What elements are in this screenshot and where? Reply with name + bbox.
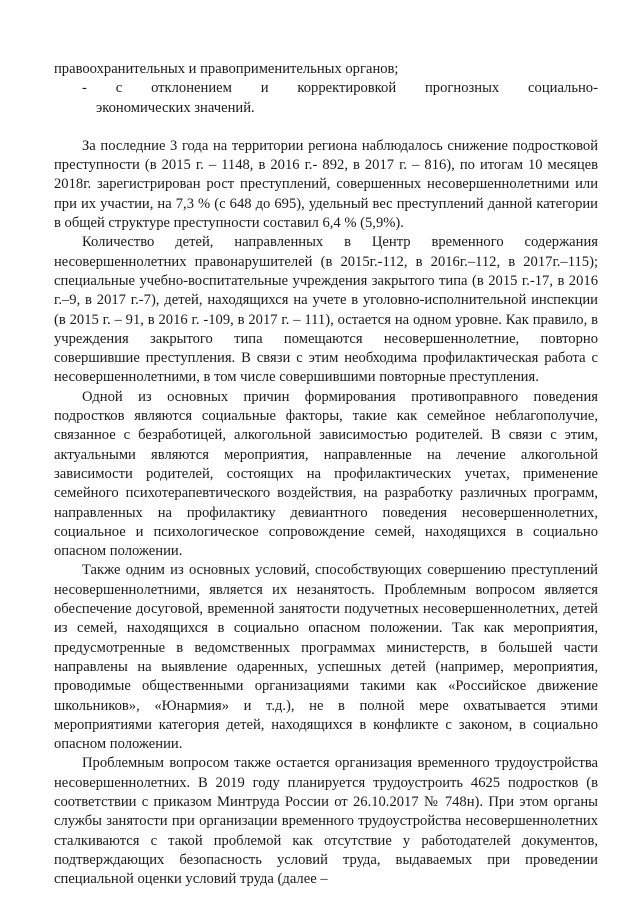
paragraph-gap (54, 118, 598, 137)
dash-word: социально- (528, 80, 598, 97)
paragraph-temporary-employment: Проблемным вопросом также остается организация временного трудоустройства несовершеннолетних. В 2019 году планируется трудоустроить 4625 подростков (в соответствии с приказом Минтруда России от 26.10.2017 № 748н). При этом органы службы занятости при организации временного трудоустройства несовершеннолетних сталкиваются с такой проблемой как отсутствие у работодателей документов, подтверждающих безопасность условий труда, выдаваемых при проведении специальной оценки условий труда (далее – (54, 755, 598, 888)
top-fragment-line: правоохранительных и правоприменительных органов; (54, 61, 399, 77)
dash-word: отклонением (151, 80, 232, 97)
dash-word: корректировкой (297, 80, 397, 97)
paragraph-crime-statistics: За последние 3 года на территории региона наблюдалось снижение подростковой преступности (в 2015 г. – 1148, в 2016 г.- 892, в 2017 г. – 816), по итогам 10 месяцев 2018г. зарегистрирован рост преступлений, совершенных несовершеннолетними или при их участии, на 7,3 % (с 648 до 695), удельный вес преступлений данной категории в общей структуре преступности составил 6,4 % (5,9%). (54, 137, 598, 232)
dash-list-item-first-line (82, 79, 598, 98)
dash-word: и (260, 80, 269, 97)
dash-word: с (115, 80, 123, 97)
paragraph-social-factors: Одной из основных причин формирования противоправного поведения подростков являются социальные факторы, такие как семейное неблагополучие, связанное с безработицей, алкогольной зависимостью родителей. В связи с этим, актуальными являются мероприятия, направленные на лечение алкогольной зависимости родителей, состоящих на профилактических учетах, применение семейного психотерапевтического воздействия, на разработку различных программ, направленных на профилактику девиантного поведения несовершеннолетних, социальное и психологическое сопровождение семей, находящихся в социально опасном положении. (54, 388, 598, 560)
dash-marker: - (82, 80, 87, 97)
paragraph-employment-leisure: Также одним из основных условий, способствующих совершению преступлений несовершеннолетними, является их незанятость. Проблемным вопросом является обеспечение досуговой, временной занятости подучетных несовершеннолетних, детей из семей, находящихся в социально опасном положении. Так как мероприятия, предусмотренные в ведомственных программах министерств, в большей части направлены на выявление одаренных, успешных детей (например, мероприятия, проводимые общественными организациями такими как «Российское движение школьников», «Юнармия» и т.д.), не в полной мере охватывается этими мероприятиями категория детей, находящихся в конфликте с законом, в социально опасном положении. (54, 562, 598, 753)
dash-list-item (54, 79, 598, 118)
paragraph-detention-centers: Количество детей, направленных в Центр временного содержания несовершеннолетних правонарушителей (в 2015г.-112, в 2016г.–112, в 2017г.–115); специальные учебно-воспитательные учреждения закрытого типа (в 2015 г.-17, в 2016 г.–9, в 2017 г.-7), детей, находящихся на учете в уголовно-исполнительной инспекции (в 2015 г. – 91, в 2016 г. -109, в 2017 г. – 111), остается на одном уровне. Как правило, в учреждения закрытого типа помещаются несовершеннолетние, повторно совершившие преступления. В связи с этим необходима профилактическая работа с несовершеннолетними, в том числе совершившими повторные преступления. (54, 234, 598, 386)
document-body (54, 60, 598, 889)
dash-word: прогнозных (425, 80, 500, 97)
dash-list-item-continuation: экономических значений. (96, 99, 255, 116)
